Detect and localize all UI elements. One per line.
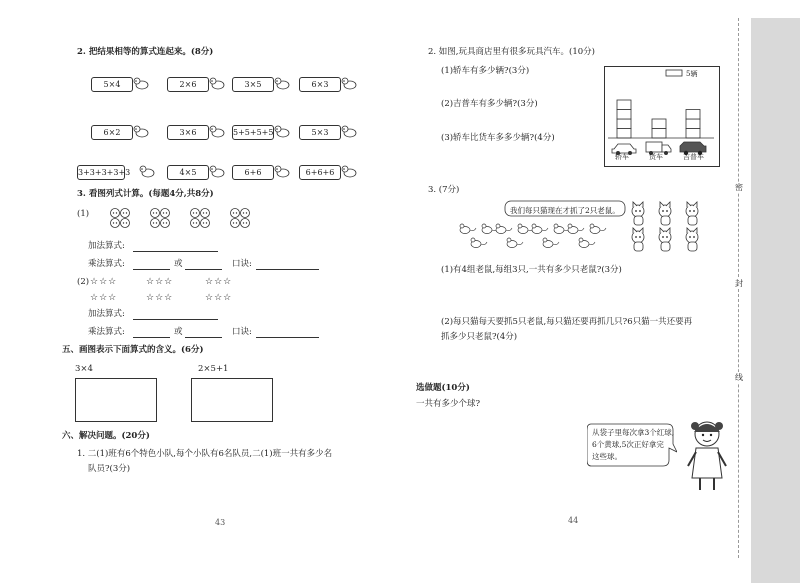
section5-expr-2: 2×5+1 [198, 364, 229, 374]
r-q3-sub1: (1)有4组老鼠,每组3只,一共有多少只老鼠?(3分) [441, 265, 622, 275]
add-label-2: 加法算式: [88, 309, 125, 319]
r-q3-sub2-line2: 抓多少只老鼠?(4分) [441, 332, 518, 342]
bonus-bubble-line2: 6个黄球,5次正好拿完 [592, 440, 664, 449]
q3-title: 3. 看图列式计算。(每题4分,共8分) [77, 189, 214, 199]
mouse-icon [568, 224, 584, 234]
r-q2-sub1: (1)轿车有多少辆?(3分) [441, 66, 530, 76]
stars-group-3: ☆☆☆ [205, 277, 233, 287]
verse-answer-line-2[interactable] [256, 337, 319, 338]
bar-segment [652, 119, 666, 129]
or-label-1: 或 [174, 259, 183, 269]
speech-bubble-text: 我们每只猫现在才抓了2只老鼠。 [510, 206, 620, 215]
section6-q1-line2: 队员?(3分) [88, 464, 131, 474]
mul-label-2: 乘法算式: [88, 327, 125, 337]
page-number-right: 44 [568, 516, 579, 525]
mouse-icon [460, 224, 476, 234]
q3-part2-label: (2) [77, 277, 90, 287]
button-icon [231, 209, 240, 218]
r-q2-sub2: (2)吉普车有多少辆?(3分) [441, 99, 538, 109]
button-icon [111, 209, 120, 218]
page-number-left: 43 [215, 518, 226, 527]
button-icon [201, 219, 210, 228]
legend-label: 5辆 [686, 70, 698, 78]
button-icon [191, 209, 200, 218]
dog-icon [274, 124, 292, 138]
add-label-1: 加法算式: [88, 241, 125, 251]
section5-title: 五、画图表示下面算式的含义。(6分) [62, 345, 204, 355]
mul-answer-line-1b[interactable] [185, 269, 222, 270]
button-icon [241, 219, 250, 228]
bar-chart [604, 66, 718, 165]
expression-card[interactable]: 6×3 [299, 77, 341, 92]
expression-card[interactable]: 6+6+6 [299, 165, 341, 180]
r-q2-title: 2. 如图,玩具商店里有很多玩具汽车。(10分) [428, 47, 595, 57]
expression-card[interactable]: 6+6 [232, 165, 274, 180]
dog-icon [133, 124, 151, 138]
button-icon [111, 219, 120, 228]
mul-label-1: 乘法算式: [88, 259, 125, 269]
dog-icon [133, 76, 151, 90]
expression-card[interactable]: 5×4 [91, 77, 133, 92]
verse-label-2: 口诀: [232, 327, 252, 337]
r-q3-sub2-line1: (2)每只猫每天要抓5只老鼠,每只猫还要再抓几只?6只猫一共还要再 [441, 317, 693, 327]
bar-segment [686, 110, 700, 120]
dog-icon [139, 164, 157, 178]
or-label-2: 或 [174, 327, 183, 337]
cat-icon [659, 202, 671, 225]
mul-answer-line-2b[interactable] [185, 337, 222, 338]
section5-expr-1: 3×4 [75, 364, 93, 374]
verse-answer-line-1[interactable] [256, 269, 319, 270]
binding-char-1: 密 [735, 183, 743, 192]
mul-answer-line-1a[interactable] [133, 269, 170, 270]
dog-icon [209, 124, 227, 138]
binding-strip [751, 18, 800, 583]
car-label-sedan: 轿车 [615, 153, 629, 161]
dog-icon [341, 124, 359, 138]
button-icon [121, 219, 130, 228]
stars-group-2: ☆☆☆ [146, 277, 174, 287]
mouse-icon [482, 224, 498, 234]
section6-title: 六、解决问题。(20分) [62, 431, 150, 441]
binding-char-2: 封 [735, 279, 743, 288]
button-icon [151, 209, 160, 218]
drawing-box-1[interactable] [75, 378, 157, 422]
dog-icon [209, 76, 227, 90]
button-icon [151, 219, 160, 228]
dog-icon [341, 76, 359, 90]
girl-illustration [682, 418, 732, 493]
legend-box [666, 70, 682, 76]
cat-icon [686, 228, 698, 251]
add-answer-line-1[interactable] [133, 251, 218, 252]
expression-card[interactable]: 3×6 [167, 125, 209, 140]
section6-q1-line1: 1. 二(1)班有6个特色小队,每个小队有6名队员,二(1)班一共有多少名 [77, 449, 333, 459]
verse-label-1: 口诀: [232, 259, 252, 269]
mouse-icon [507, 238, 523, 248]
dog-icon [341, 164, 359, 178]
r-q3-title: 3. (7分) [428, 185, 460, 195]
car-label-jeep: 吉普车 [683, 153, 704, 161]
expression-card[interactable]: 2×6 [167, 77, 209, 92]
mouse-icon [579, 238, 595, 248]
stars-group-5: ☆☆☆ [146, 293, 174, 303]
cat-icon [659, 228, 671, 251]
bonus-question: 一共有多少个球? [416, 399, 481, 409]
button-icon [161, 209, 170, 218]
dog-icon [274, 76, 292, 90]
cat-icon [632, 228, 644, 251]
r-q2-sub3: (3)轿车比货车多多少辆?(4分) [441, 133, 555, 143]
button-icon [241, 209, 250, 218]
bar-segment [617, 110, 631, 120]
mouse-icon [554, 224, 570, 234]
mul-answer-line-2a[interactable] [133, 337, 170, 338]
q2-title: 2. 把结果相等的算式连起来。(8分) [77, 47, 214, 57]
car-label-truck: 货车 [649, 153, 663, 161]
bar-segment [617, 100, 631, 110]
button-groups-image [100, 205, 300, 235]
bar-segment [617, 129, 631, 139]
stars-group-6: ☆☆☆ [205, 293, 233, 303]
dog-icon [274, 164, 292, 178]
cat-icon [686, 202, 698, 225]
mouse-icon [532, 224, 548, 234]
expression-card[interactable]: 3+3+3+3+3 [77, 165, 125, 180]
mouse-icon [496, 224, 512, 234]
expression-card[interactable]: 4×5 [167, 165, 209, 180]
expression-card[interactable]: 3×5 [232, 77, 274, 92]
mouse-icon [590, 224, 606, 234]
bonus-title: 选做题(10分) [416, 383, 470, 393]
dog-icon [209, 164, 227, 178]
bar-segment [617, 119, 631, 129]
mouse-icon [471, 238, 487, 248]
button-icon [231, 219, 240, 228]
button-icon [201, 209, 210, 218]
button-icon [161, 219, 170, 228]
bar-segment [686, 119, 700, 129]
expression-card[interactable]: 5×3 [299, 125, 341, 140]
q3-part1-label: (1) [77, 209, 90, 219]
mouse-icon [518, 224, 534, 234]
stars-group-1: ☆☆☆ [90, 277, 118, 287]
expression-card[interactable]: 6×2 [91, 125, 133, 140]
mouse-icon [543, 238, 559, 248]
bar-segment [686, 129, 700, 139]
cat-icon [632, 202, 644, 225]
button-icon [191, 219, 200, 228]
expression-card[interactable]: 5+5+5+5 [232, 125, 274, 140]
add-answer-line-2[interactable] [133, 319, 218, 320]
bar-segment [652, 129, 666, 139]
stars-group-4: ☆☆☆ [90, 293, 118, 303]
binding-char-3: 线 [735, 373, 743, 382]
button-icon [121, 209, 130, 218]
bonus-bubble-line3: 这些球。 [592, 452, 622, 461]
bonus-bubble-line1: 从袋子里每次拿3个红球, [592, 428, 675, 437]
drawing-box-2[interactable] [191, 378, 273, 422]
